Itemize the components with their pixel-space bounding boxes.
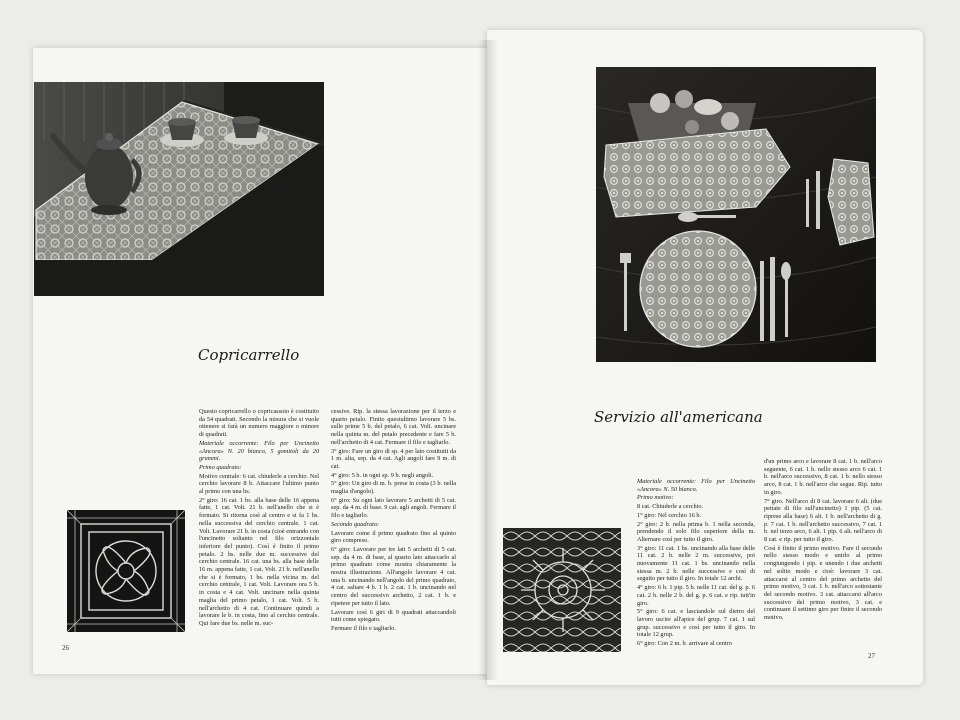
right-page-number: 27: [868, 652, 875, 660]
tea-cart-photo: [34, 82, 324, 296]
right-c1-p2: Primo motivo:: [637, 494, 674, 502]
left-c1-p5: 2° giro: 16 cat. 1 bs. alla base delle 16 appena fatte, 1 cat. Volt. 21 b. nell'anello che si è formato. Si ritorna così al centro e si fa 1 bs. nella successiva del cerchio centrale. 1 cat. Volt. Lavorare 21 b. in costa (cioè entrando con l'uncinetto soltanto nel filo orizzontale inferiore del punto). Così è finito il primo petalo. 2 bs. nelle due m. successive del cerchio centrale. 16 cat. una bs. alla base delle 16 m. appena fatte, 1 cat. Volt. 21 b. nell'anello che si è formato, 1 bs. nella vicina m. del cerchio centrale, 1 cat. Volt. Lavorare ora 5 b. in costa e 4 cat. Volt. uncinare nella quinta maglia del primo petalo, 1 cat. Volt. 5 b. nell'archetto di 4 cat. Continuare quindi a lavorare le b. in costa, fino al cerchio centrale. Qui fare due bs. nelle m. suc-: [199, 496, 319, 627]
right-c1-p5: 2° giro: 2 b. nella prima b. 1 nella seconda, prendendo il solo filo superiore della m. Alternare così per tutto il giro.: [637, 520, 755, 543]
left-c2-p10: Fermare il filo e tagliarlo.: [331, 624, 396, 632]
left-c2-p8: 6° giro: Lavorare per tre lati 5 archetti di 5 cat. sep. da 4 m. di base, al quarto lato attaccarlo al primo quadrato come mostra chiaramente la nostra illustrazione. All'angolo lavorare 4 cat. una b. uncinando nell'angolo del primo quadrato, 4 cat. saltare 4 b. 1 b. 2 cat. 1 b. uncinando nel centro del successivo archetto, 2 cat. 1 b. e ripetere per tutto il lato.: [331, 545, 456, 607]
left-c1-p4: Motivo centrale: 6 cat. chiuderle a cerchio. Nel cerchio lavorare 8 b. Attaccare l'ultimo punto al primo con una bs.: [199, 472, 319, 496]
left-page-title: Copricarrello: [198, 346, 300, 364]
book-gutter: [478, 40, 498, 680]
right-c1-p1: Materiale occorrente: Filo per Uncinetto «Ancora» N. 50 bianco.: [637, 478, 755, 493]
square-motif-photo: [67, 510, 185, 632]
table-setting-photo: [596, 67, 876, 362]
left-c2-p3: 4° giro: 5 b. in ogni sp. 9 b. negli angoli.: [331, 471, 434, 479]
left-c2-p1: cessive. Rip. la stessa lavorazione per il terzo e quarto petalo. Finito questultimo lavorare 5 bs. sulle prime 5 b. del petalo, 6 cat. Volt. uncinare nella quinta m. del petalo precedente e fare 5 b. nell'archetto di 4 cat. Fermare il filo e tagliarlo.: [331, 408, 456, 446]
left-c1-p2: Materiale occorrente: Filo per Uncinetto «Ancora» N. 20 bianco, 5 gomitoli da 20 grammi.: [199, 439, 319, 463]
right-page-title: Servizio all'americana: [594, 408, 763, 426]
right-c1-p6: 3° giro: 11 cat. 1 bs. uncinando alla base delle 11 cat. 2 b. nelle 2 m. successive, poi nuovamente 11 cat. 1 bs. uncinando nella stessa m. 2 b. nelle successive e così di seguito per tutto il giro. In totale 12 archi.: [637, 544, 755, 583]
left-c1-p1: Questo copricarrello o copricassoio è costituito da 54 quadrati. Secondo la misura che si vuole ottenere si farà un numero maggiore o minore di quadrati.: [199, 408, 319, 439]
left-c2-p6: Secondo quadrato:: [331, 520, 380, 528]
left-c2-p5: 6° giro: Su ogni lato lavorare 5 archetti di 5 cat. sep. da 4 m. di base. 9 cat. agli angoli. Fermare il filo e tagliarlo.: [331, 496, 456, 520]
right-c1-p3: 8 cat. Chiuderle a cerchio.: [637, 503, 704, 511]
left-text-column-1: [199, 408, 319, 636]
right-c1-p8: 5° giro: 6 cat. e lasciandole sul dietro del lavoro uscire all'apice del grup. 7 cat. 1 sul grup. successivo e così per tutto il giro. In totale 12 grup.: [637, 608, 755, 639]
left-c2-p4: 5° giro: Un giro di m. b. prese in costa (3 b. nella maglia d'angolo).: [331, 480, 456, 496]
right-text-column-2: [764, 458, 882, 658]
right-c2-p3: Così è finito il primo motivo. Fare il secondo nello stesso modo e unirlo al primo congiungendo i pip. e unendo i due archetti nel solito modo e cioè: lavorare 3 cat. attaccarsi al centro del primo archetto del primo motivo, 3 cat. 1 b. nell'arco sottostante del secondo motivo. 3 cat. attaccarsi all'arco successivo del primo motivo, 3 cat. e continuare il settimo giro per finire il secondo motivo.: [764, 544, 882, 622]
left-c2-p2: 3° giro: Fare un giro di sp. 4 per lato costituiti da 1 m. alta, sep. da 4 cat. Agli angoli fare 9 m. di cat.: [331, 447, 456, 470]
right-c1-p7: 4° giro: 6 b. 1 pip. 5 b. nelle 11 cat. del g. p. 6 cat. 2 b. nelle 2 b. del g. p. 6 cat. e rip. tutt'in giro.: [637, 584, 755, 607]
left-text-column-2: [331, 408, 456, 636]
right-c2-p2: 7° giro. Nell'arco di 8 cat. lavorare 6 alt. (due pettate di filo sull'uncinetto) 1 pip. (5 cat. riprese alla base) 6 alt. 1 b. nell'archetto di g. p. 7 cat. 1 b. nell'archetto successivo, 7 cat. 1 b. nel terzo arco, 6 alt. 1 pip. 6 alt. nell'arco di 8 cat. e rip. per tutto il giro.: [764, 497, 882, 544]
right-c2-p1: d'un primo arco e lavorare 8 cat. 1 b. nell'arco seguente, 6 cat. 1 b. nello stesso arco 6 cat. 1 b. nell'arco successivo, 8 cat. 1 b. nello stesso arco, 8 cat. 1 b. nell'arco che segue. Rip. tutto in giro.: [764, 458, 882, 496]
right-text-column-1: [637, 478, 755, 660]
star-motif-photo: [503, 528, 621, 652]
right-c1-p9: 6° giro: Con 2 m. b. arrivare al centro: [637, 640, 732, 648]
left-c2-p9: Lavorare così 6 giri di 9 quadrati attaccandoli tutti come spiegato.: [331, 608, 456, 624]
left-c1-p3: Primo quadrato:: [199, 463, 242, 471]
left-page-number: 26: [62, 644, 69, 652]
right-c1-p4: 1° giro: Nel cerchio 16 b.: [637, 511, 702, 519]
left-c2-p7: Lavorare come il primo quadrato fino al quinto giro compreso.: [331, 529, 456, 545]
